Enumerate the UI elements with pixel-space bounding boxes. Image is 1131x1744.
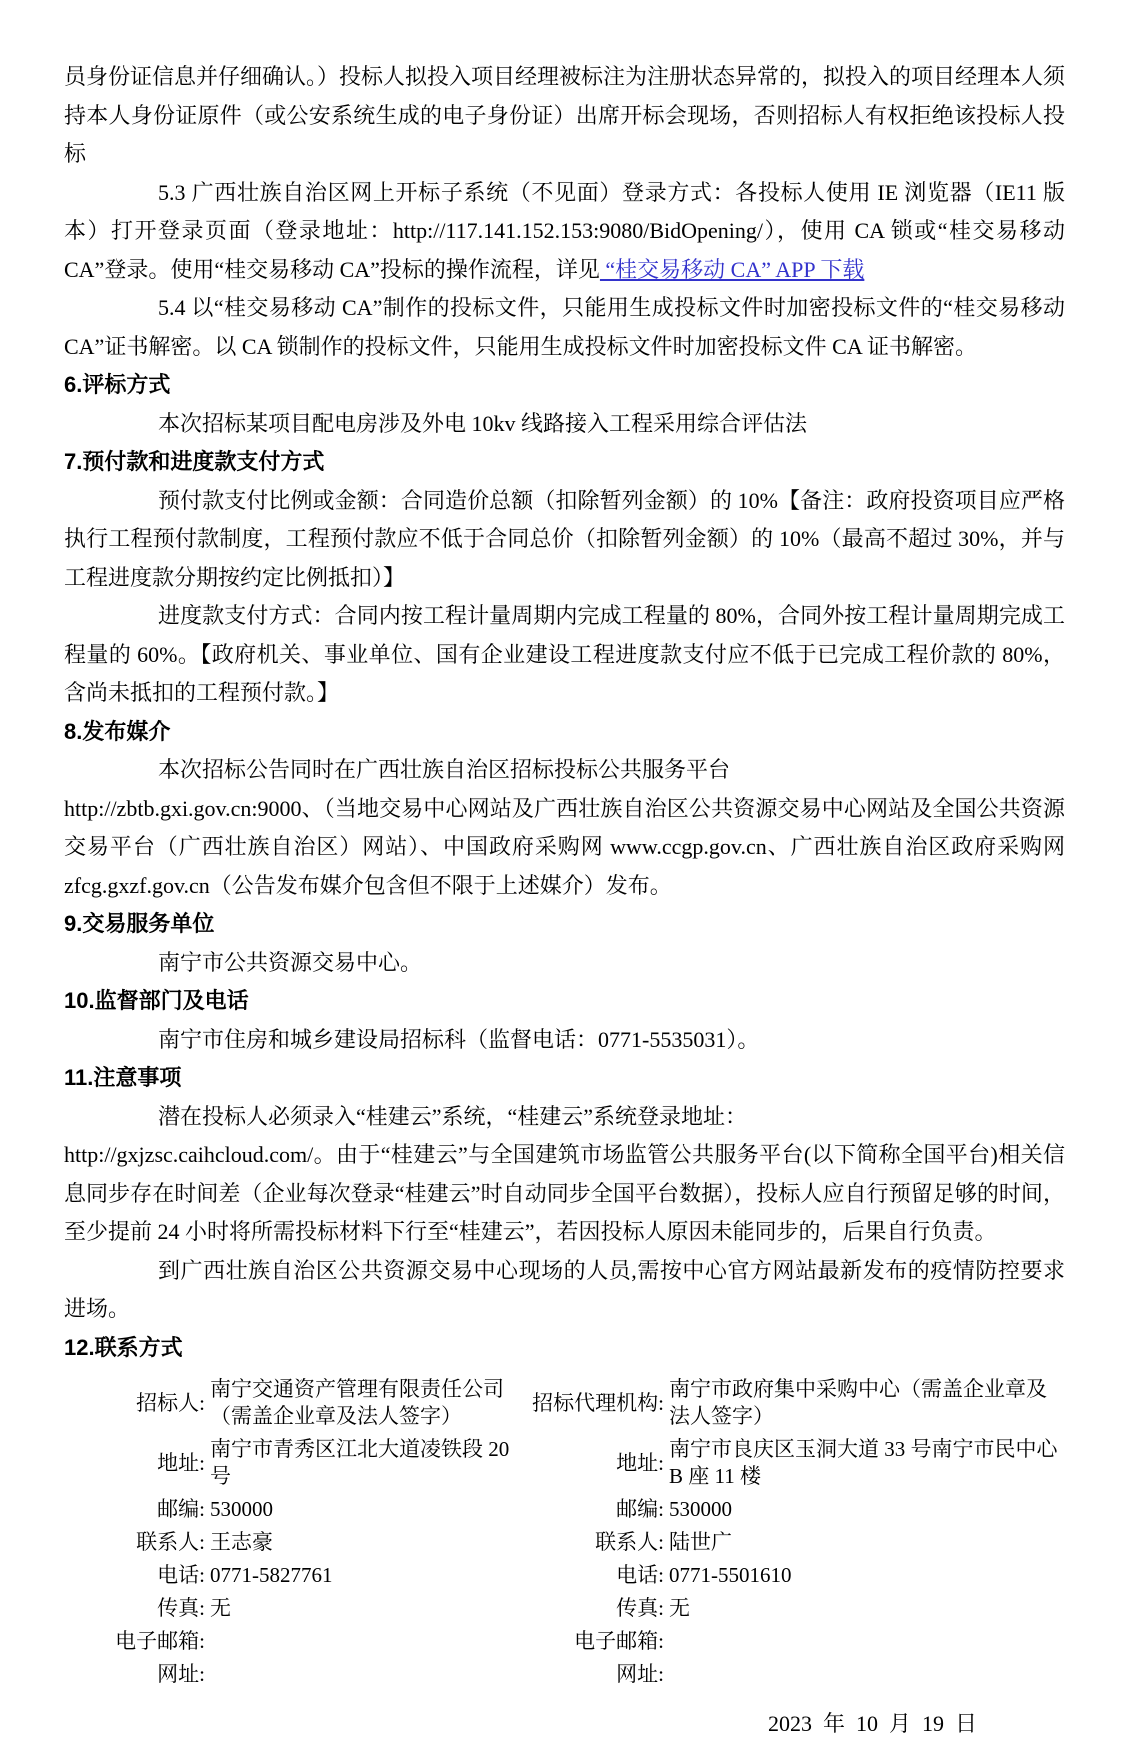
guijianyun-detail-text: http://gxjzsc.caihcloud.com/。由于“桂建云”与全国建筑市场监管公共服务平台(以下简称全国平台)相关信息同步存在时间差（企业每次登录“桂建云”时自动同步全国平台数据），投标人应自行预留足够的时间，至少提前 24 小时将所需投标材料下行至“桂建云”，若因投标人原因未能同步的，后果自行负责。 [64,1142,1065,1244]
tenderer-address-label: 地址: [157,1450,205,1475]
paragraph-5-3 [64,174,1065,290]
agency-contact-value: 陆世广 [669,1530,732,1554]
paragraph-8-media [64,751,1065,905]
section-heading-7: 7.预付款和进度款支付方式 [64,449,325,474]
section-heading-8: 8.发布媒介 [64,718,171,744]
tenderer-phone-label: 电话: [157,1563,205,1587]
table-row [64,1496,516,1523]
paragraph-7-progress-payment: 进度款支付方式：合同内按工程计量周期内完成工程量的 80%，合同外按工程计量周期完成工程量的 60%。【政府机关、事业单位、国有企业建设工程进度款支付应不低于已完成工程价款的 80%，含尚未抵扣的工程预付款。】 [64,603,1065,705]
tenderer-fax-label: 传真: [157,1596,205,1620]
table-row [64,1436,516,1490]
table-row [64,1628,516,1655]
table-row [516,1496,1065,1523]
contact-column-agency [516,1373,1065,1691]
paragraph-5-4: 5.4 以“桂交易移动 CA”制作的投标文件，只能用生成投标文件时加密投标文件的“桂交易移动 CA”证书解密。以 CA 锁制作的投标文件，只能用生成投标文件时加密投标文件 CA 证书解密。 [64,295,1065,359]
tenderer-fax-value: 无 [210,1596,231,1620]
agency-fax-label: 传真: [616,1596,664,1620]
tenderer-label: 招标人: [136,1390,205,1415]
agency-address-label: 地址: [616,1450,664,1475]
section-heading-12: 12.联系方式 [64,1334,183,1360]
table-row [516,1661,1065,1688]
paragraph-10-body: 南宁市住房和城乡建设局招标科（监督电话：0771-5535031）。 [158,1026,760,1052]
table-row [516,1529,1065,1556]
paragraph-11-guijianyun [64,1098,1065,1252]
agency-fax-value: 无 [669,1596,690,1620]
tenderer-email-label: 电子邮箱: [115,1629,205,1653]
tenderer-contact-value: 王志豪 [210,1530,273,1554]
section-heading-11: 11.注意事项 [64,1065,182,1090]
tenderer-website-label: 网址: [157,1662,205,1686]
paragraph-continuation: 员身份证信息并仔细确认。）投标人拟投入项目经理被标注为注册状态异常的，拟投入的项目经理本人须持本人身份证原件（或公安系统生成的电子身份证）出席开标会现场，否则招标人有权拒绝该投标人投标 [64,64,1066,166]
table-row [516,1595,1065,1622]
section-heading-9: 9.交易服务单位 [64,911,215,936]
agency-value: 南宁市政府集中采购中心（需盖企业章及法人签字） [669,1377,1047,1428]
agency-address-value: 南宁市良庆区玉洞大道 33 号南宁市民中心 B 座 11 楼 [669,1437,1058,1488]
media-urls-text: http://zbtb.gxi.gov.cn:9000、（当地交易中心网站及广西壮族自治区公共资源交易中心网站及全国公共资源交易平台（广西壮族自治区）网站）、中国政府采购网 www.ccgp.gov.cn、广西壮族自治区政府采购网 zfcg.gxzf.gov.cn（公告发布媒介包含但不限于上述媒介）发布。 [64,795,1065,898]
agency-label: 招标代理机构: [532,1390,664,1415]
paragraph-11-epidemic: 到广西壮族自治区公共资源交易中心现场的人员,需按中心官方网站最新发布的疫情防控要求进场。 [64,1257,1065,1321]
tenderer-phone-value: 0771-5827761 [210,1563,333,1587]
agency-postcode-label: 邮编: [616,1497,664,1521]
agency-contact-label: 联系人: [595,1530,664,1554]
table-row [64,1376,516,1430]
table-row [64,1595,516,1622]
table-row [516,1628,1065,1655]
tenderer-contact-label: 联系人: [136,1530,205,1554]
section-heading-10: 10.监督部门及电话 [64,988,249,1013]
table-row [64,1529,516,1556]
agency-postcode-value: 530000 [669,1497,732,1521]
media-intro-text: 本次招标公告同时在广西壮族自治区招标投标公共服务平台 [158,757,731,782]
agency-phone-label: 电话: [616,1563,664,1587]
app-download-link[interactable]: “桂交易移动 CA” APP 下载 [599,256,865,282]
table-row [64,1562,516,1589]
paragraph-6-body: 本次招标某项目配电房涉及外电 10kv 线路接入工程采用综合评估法 [158,410,808,436]
guijianyun-intro-text: 潜在投标人必须录入“桂建云”系统，“桂建云”系统登录地址： [158,1103,748,1129]
table-row [516,1376,1065,1430]
paragraph-9-body: 南宁市公共资源交易中心。 [158,949,423,975]
tenderer-value: 南宁交通资产管理有限责任公司（需盖企业章及法人签字） [210,1377,504,1428]
tenderer-postcode-value: 530000 [210,1497,273,1521]
table-row [64,1661,516,1688]
section-heading-6: 6.评标方式 [64,372,171,397]
agency-phone-value: 0771-5501610 [669,1563,792,1587]
tenderer-address-value: 南宁市青秀区江北大道凌铁段 20 号 [210,1437,510,1488]
table-row [516,1436,1065,1490]
paragraph-5-3-text: 5.3 广西壮族自治区网上开标子系统（不见面）登录方式：各投标人使用 IE 浏览器（IE11 版本）打开登录页面（登录地址：http://117.141.152.153:9080/BidOpening/），使用 CA 锁或“桂交易移动 CA”登录。使用“桂交易移动 CA”投标的操作流程，详见 [64,179,1065,282]
agency-website-label: 网址: [616,1662,664,1686]
agency-email-label: 电子邮箱: [574,1629,664,1653]
table-row [516,1562,1065,1589]
contact-table [64,1373,1065,1691]
tenderer-postcode-label: 邮编: [157,1497,205,1521]
contact-column-tenderer [64,1373,516,1691]
paragraph-7-prepayment: 预付款支付比例或金额：合同造价总额（扣除暂列金额）的 10%【备注：政府投资项目应严格执行工程预付款制度，工程预付款应不低于合同总价（扣除暂列金额）的 10%（最高不超过 30%，并与工程进度款分期按约定比例抵扣）】 [64,487,1065,590]
document-date: 2023 年 10 月 19 日 [767,1711,977,1736]
